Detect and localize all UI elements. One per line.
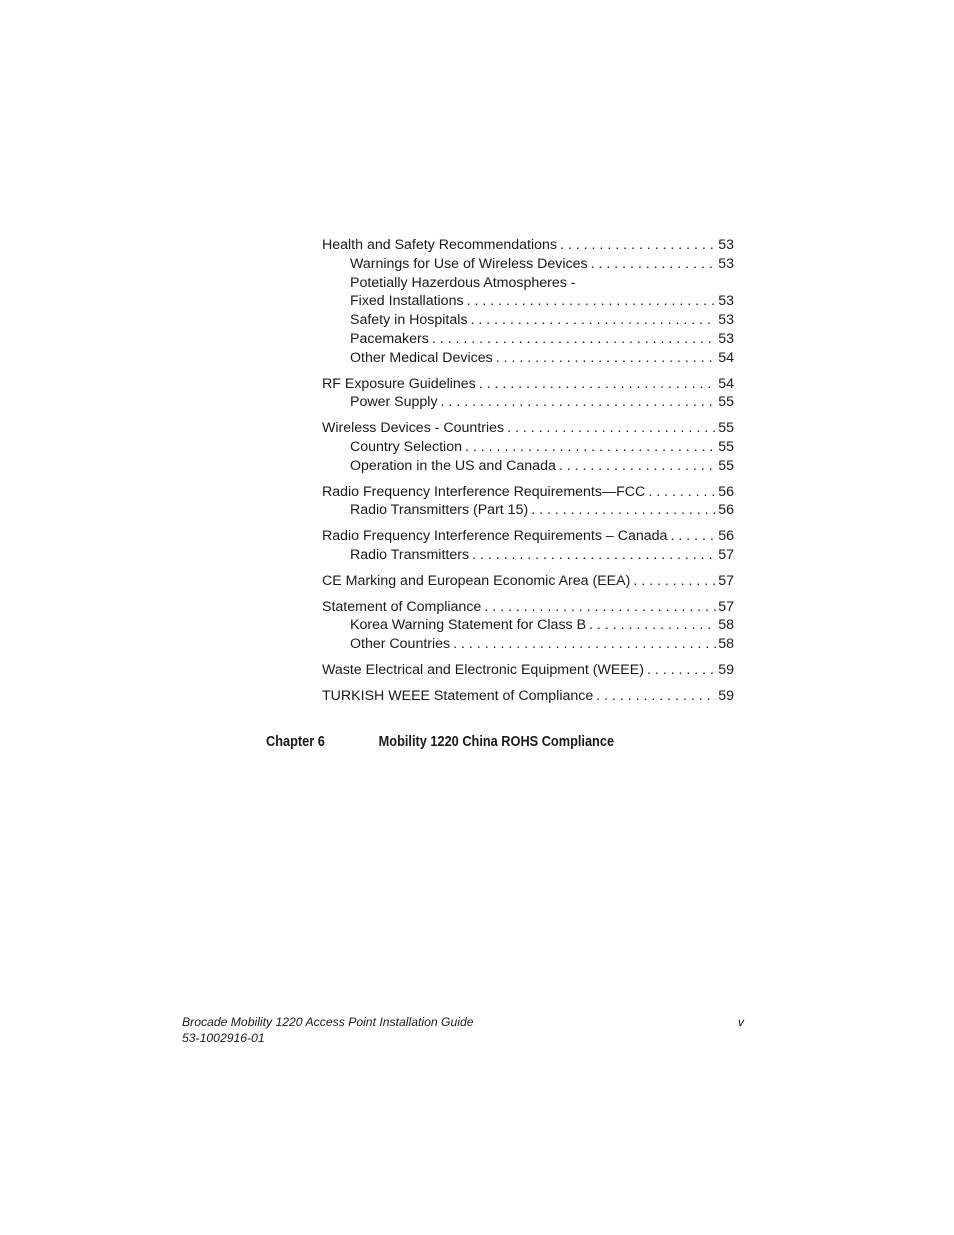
toc-entry-page: 59	[718, 661, 734, 678]
toc-entry-title: Fixed Installations	[350, 293, 464, 310]
toc-entry[interactable]	[322, 419, 734, 438]
toc-entry-title: Korea Warning Statement for Class B	[350, 617, 587, 634]
toc-entry-page: 56	[718, 502, 734, 519]
toc-entry-page: 55	[718, 438, 734, 455]
chapter-title: Mobility 1220 China ROHS Compliance	[378, 734, 615, 750]
toc-entry-title: Radio Frequency Interference Requirements—FCC	[322, 483, 646, 500]
toc-dot-leader	[645, 483, 716, 502]
toc-dot-leader	[481, 598, 716, 617]
toc-group	[322, 661, 734, 680]
footer-guide-title: Brocade Mobility 1220 Access Point Installation Guide	[182, 1015, 474, 1029]
toc-entry[interactable]	[322, 330, 734, 349]
toc-entry[interactable]	[322, 292, 734, 311]
toc-entry-page: 55	[718, 394, 734, 411]
toc-dot-leader	[667, 527, 716, 546]
toc-entry[interactable]	[322, 438, 734, 457]
toc-entry-page: 53	[718, 312, 734, 329]
toc-entry-title: Radio Transmitters (Part 15)	[350, 502, 529, 519]
toc-dot-leader	[630, 572, 716, 591]
toc-dot-leader	[557, 236, 716, 255]
toc-group	[322, 419, 734, 475]
toc-entry[interactable]	[322, 635, 734, 654]
toc-entry-title: Potetially Hazerdous Atmospheres -	[350, 274, 576, 291]
toc-entry-page: 54	[718, 375, 734, 392]
toc-entry-page: 57	[718, 546, 734, 563]
toc-entry[interactable]	[322, 274, 734, 293]
toc-entry-page: 58	[718, 617, 734, 634]
toc-dot-leader	[504, 419, 716, 438]
toc-entry[interactable]	[322, 598, 734, 617]
toc-dot-leader	[586, 616, 716, 635]
toc-entry-page: 56	[718, 528, 734, 545]
toc-group	[322, 236, 734, 368]
chapter-label: Chapter 6	[266, 734, 325, 750]
toc-dot-leader	[464, 292, 716, 311]
toc-dot-leader	[588, 255, 716, 274]
toc-entry-page: 57	[718, 572, 734, 589]
toc-entry-title: RF Exposure Guidelines	[322, 375, 476, 392]
toc-group	[322, 598, 734, 654]
toc-entry[interactable]	[322, 483, 734, 502]
toc-entry-page: 59	[718, 687, 734, 704]
toc-entry-title: Other Medical Devices	[350, 349, 493, 366]
toc-entry-title: Statement of Compliance	[322, 598, 482, 615]
toc-dot-leader	[429, 330, 716, 349]
toc-entry[interactable]	[322, 546, 734, 565]
toc-entry[interactable]	[322, 236, 734, 255]
toc-group	[322, 572, 734, 591]
toc-entry[interactable]	[322, 616, 734, 635]
toc-entry-title: Country Selection	[350, 438, 462, 455]
toc-entry[interactable]	[322, 687, 734, 706]
toc-entry-title: Waste Electrical and Electronic Equipment (WEEE)	[322, 661, 644, 678]
toc-group	[322, 483, 734, 521]
toc-dot-leader	[593, 687, 716, 706]
toc-entry[interactable]	[322, 501, 734, 520]
toc-dot-leader	[528, 501, 716, 520]
toc-entry[interactable]	[322, 311, 734, 330]
toc-group	[322, 527, 734, 565]
toc-entry[interactable]	[322, 375, 734, 394]
toc-group	[322, 375, 734, 413]
toc-entry[interactable]	[322, 527, 734, 546]
toc-entry-title: TURKISH WEEE Statement of Compliance	[322, 687, 594, 704]
toc-entry-title: Power Supply	[350, 394, 438, 411]
toc-entry-title: Other Countries	[350, 636, 451, 653]
table-of-contents	[322, 236, 734, 713]
toc-entry-title: Pacemakers	[350, 330, 429, 347]
toc-entry-page: 55	[718, 420, 734, 437]
toc-entry-title: Warnings for Use of Wireless Devices	[350, 255, 588, 272]
toc-entry-title: Health and Safety Recommendations	[322, 237, 558, 253]
toc-entry-page: 55	[718, 457, 734, 474]
toc-group	[322, 687, 734, 706]
toc-entry[interactable]	[322, 255, 734, 274]
page-footer	[182, 1014, 744, 1046]
toc-entry-title: CE Marking and European Economic Area (EEA)	[322, 572, 631, 589]
toc-entry-page: 57	[718, 598, 734, 615]
toc-entry-title: Operation in the US and Canada	[350, 457, 556, 474]
toc-entry-page: 53	[718, 293, 734, 310]
toc-dot-leader	[450, 635, 716, 654]
toc-entry[interactable]	[322, 457, 734, 476]
toc-dot-leader	[644, 661, 716, 680]
toc-dot-leader	[469, 546, 716, 565]
toc-entry-title: Radio Transmitters	[350, 546, 470, 563]
footer-page-number: v	[737, 1015, 744, 1029]
toc-dot-leader	[468, 311, 717, 330]
toc-entry-page: 56	[718, 483, 734, 500]
toc-entry-title: Wireless Devices - Countries	[322, 420, 505, 437]
toc-entry[interactable]	[322, 661, 734, 680]
toc-entry-title: Radio Frequency Interference Requirements – Canada	[322, 528, 668, 545]
toc-entry-page: 53	[718, 330, 734, 347]
toc-entry[interactable]	[322, 393, 734, 412]
toc-dot-leader	[462, 438, 716, 457]
toc-entry-page: 53	[718, 255, 734, 272]
chapter-heading[interactable]	[266, 734, 614, 750]
toc-dot-leader	[556, 457, 716, 476]
toc-entry[interactable]	[322, 572, 734, 591]
toc-entry[interactable]	[322, 349, 734, 368]
toc-dot-leader	[438, 393, 716, 412]
toc-dot-leader	[493, 349, 716, 368]
toc-entry-title: Safety in Hospitals	[350, 312, 468, 329]
toc-dot-leader	[476, 375, 716, 394]
toc-entry-page: 54	[718, 349, 734, 366]
toc-entry-page: 58	[718, 636, 734, 653]
footer-doc-number: 53-1002916-01	[182, 1031, 265, 1045]
toc-entry-page: 53	[718, 237, 734, 253]
